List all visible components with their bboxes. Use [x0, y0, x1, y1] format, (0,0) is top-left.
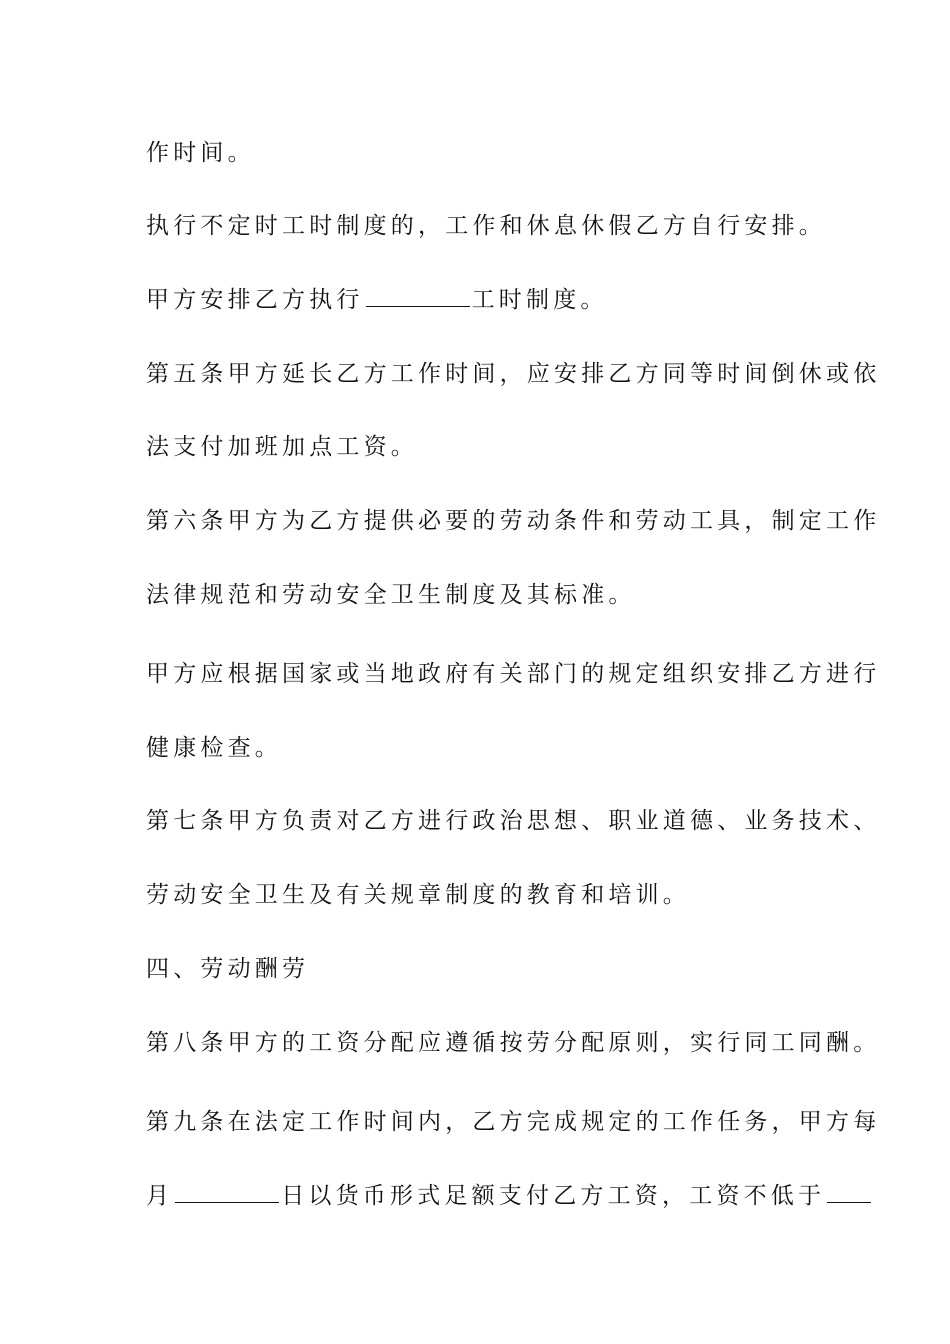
paragraph-line: 第六条甲方为乙方提供必要的劳动条件和劳动工具，制定工作 — [146, 508, 881, 534]
paragraph-line: 法律规范和劳动安全卫生制度及其标准。 — [146, 582, 636, 608]
paragraph-line: 法支付加班加点工资。 — [146, 434, 418, 460]
paragraph-line-with-blanks — [146, 1178, 873, 1214]
paragraph-line: 第八条甲方的工资分配应遵循按劳分配原则，实行同工同酬。 — [146, 1030, 881, 1056]
fill-in-blank — [827, 1180, 871, 1203]
paragraph-line: 第九条在法定工作时间内，乙方完成规定的工作任务，甲方每 — [146, 1109, 881, 1135]
paragraph-line: 第七条甲方负责对乙方进行政治思想、职业道德、业务技术、 — [146, 808, 881, 834]
paragraph-line: 劳动安全卫生及有关规章制度的教育和培训。 — [146, 882, 690, 908]
fill-in-blank — [366, 284, 470, 307]
paragraph-line-with-blank — [146, 282, 608, 318]
paragraph-line: 甲方应根据国家或当地政府有关部门的规定组织安排乙方进行 — [146, 661, 881, 687]
text-between-blanks: 日以货币形式足额支付乙方工资，工资不低于 — [281, 1183, 826, 1209]
paragraph-line: 执行不定时工时制度的，工作和休息休假乙方自行安排。 — [146, 213, 826, 239]
paragraph-line: 健康检查。 — [146, 735, 282, 761]
paragraph-line: 第五条甲方延长乙方工作时间，应安排乙方同等时间倒休或依 — [146, 361, 881, 387]
fill-in-blank — [175, 1180, 279, 1203]
text-after-blank: 工时制度。 — [471, 287, 608, 313]
text-before-blank: 月 — [146, 1183, 174, 1209]
paragraph-line: 作时间。 — [146, 140, 255, 166]
section-heading: 四、劳动酬劳 — [146, 956, 310, 982]
text-before-blank: 甲方安排乙方执行 — [146, 287, 364, 313]
